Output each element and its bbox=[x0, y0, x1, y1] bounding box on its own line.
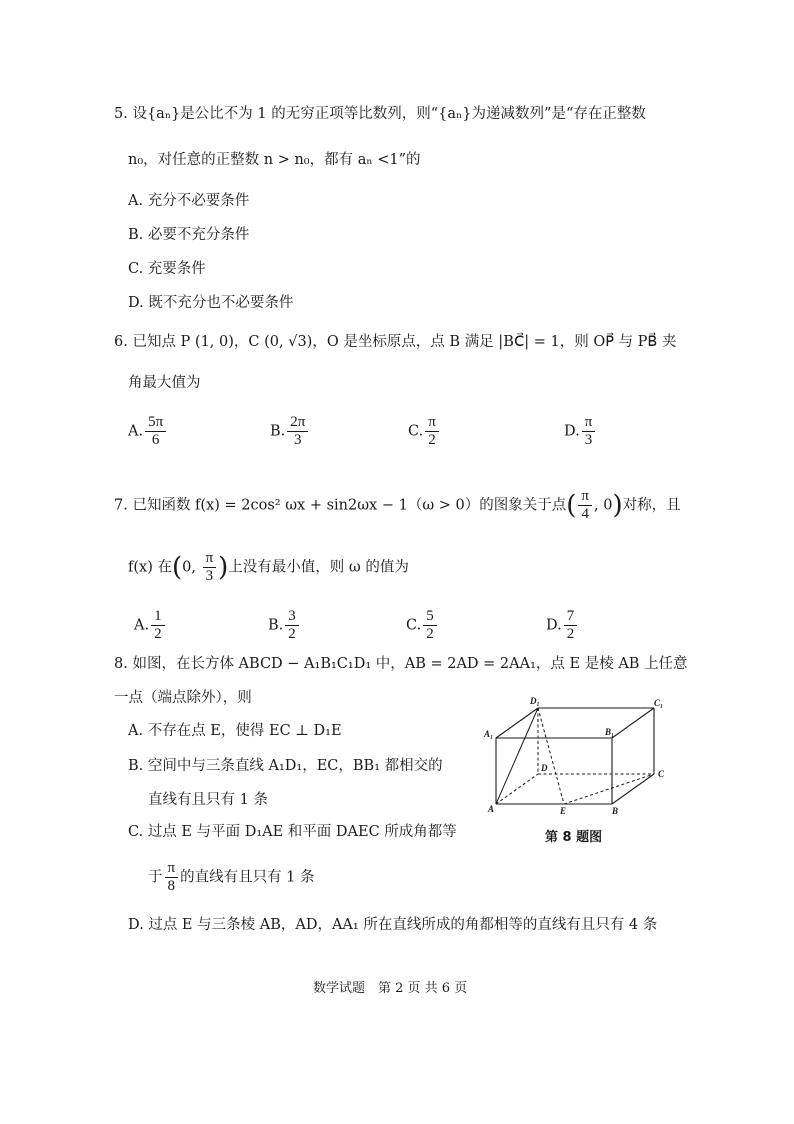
q6-option-c-fraction: $\frac{\pi}{2}$ bbox=[425, 414, 439, 449]
q6-option-b-fraction: $\frac{2\pi}{3}$ bbox=[287, 414, 308, 449]
label-d1: D₁ bbox=[530, 696, 540, 706]
q8-option-c-line-2: 于 $\frac{\pi}{8}$ 的直线有且只有 1 条 bbox=[148, 860, 315, 894]
q7-option-d: D. $\frac{7}{2}$ bbox=[546, 608, 579, 643]
q8-stem-line-1: 8. 如图，在长方体 ABCD − A₁B₁C₁D₁ 中，AB = 2AD = 2AA₁，点 E 是棱 AB 上任意 bbox=[114, 656, 688, 672]
q7-option-c: C. $\frac{5}{2}$ bbox=[406, 608, 439, 643]
segment-e-c bbox=[564, 774, 654, 804]
label-b1: B₁ bbox=[605, 727, 615, 737]
edge-b1-c1 bbox=[612, 708, 654, 738]
q7-fx: f(x) 在 bbox=[128, 559, 172, 576]
edge-b-c bbox=[612, 774, 654, 804]
label-c: C bbox=[658, 769, 665, 779]
q7-option-c-fraction: $\frac{5}{2}$ bbox=[423, 608, 437, 643]
q7-stem-line-1: 7. 已知函数 f(x) = 2cos² ωx + sin2ωx − 1（ω > 0）的图象关于点( $\frac{\pi}{4}$ , 0)对称，且 bbox=[114, 488, 681, 522]
q6-option-c bbox=[408, 414, 441, 449]
label-c1: C₁ bbox=[654, 698, 664, 708]
page-footer: 数学试题 第 2 页 共 6 页 bbox=[313, 981, 468, 996]
q7-option-b-fraction: $\frac{3}{2}$ bbox=[285, 608, 299, 643]
q6-option-d bbox=[564, 414, 597, 449]
q7-interval-fraction: $\frac{\pi}{3}$ bbox=[203, 550, 217, 585]
q7-option-b: B. $\frac{3}{2}$ bbox=[268, 608, 301, 643]
segment-d1-e bbox=[538, 708, 564, 804]
q7-option-a: A. $\frac{1}{2}$ bbox=[134, 608, 167, 643]
label-e: E bbox=[560, 806, 567, 816]
q7-option-a-fraction: $\frac{1}{2}$ bbox=[151, 608, 165, 643]
q7-point-fraction: $\frac{\pi}{4}$ bbox=[578, 488, 592, 523]
figure-caption: 第 8 题图 bbox=[545, 830, 603, 845]
cuboid-figure bbox=[478, 692, 678, 816]
q6-option-a bbox=[128, 414, 168, 449]
q6-option-c-letter: C. bbox=[408, 423, 424, 440]
q6-option-b bbox=[270, 414, 310, 449]
label-a1: A₁ bbox=[484, 729, 494, 739]
q6-stem-line-2: 角最大值为 bbox=[128, 375, 201, 391]
label-b: B bbox=[612, 806, 619, 816]
q6-option-a-fraction: $\frac{5\pi}{6}$ bbox=[145, 414, 166, 449]
q7-stem-text-2: 对称，且 bbox=[622, 497, 681, 514]
q5-stem-line-2: n₀，对任意的正整数 n > n₀，都有 aₙ <1”的 bbox=[128, 152, 421, 168]
q5-option-d: D. 既不充分也不必要条件 bbox=[128, 295, 294, 311]
q6-option-a-letter: A. bbox=[128, 423, 144, 440]
q8-option-c-line-1: C. 过点 E 与平面 D₁AE 和平面 DAEC 所成角都等 bbox=[128, 824, 457, 840]
q8-option-a: A. 不存在点 E，使得 EC ⊥ D₁E bbox=[128, 723, 342, 739]
q8-option-b-line-1: B. 空间中与三条直线 A₁D₁，EC，BB₁ 都相交的 bbox=[128, 758, 443, 774]
label-d: D bbox=[541, 763, 548, 773]
q7-stem-text-1: 7. 已知函数 f(x) = 2cos² ωx + sin2ωx − 1（ω > 0）的图象关于点 bbox=[114, 497, 567, 514]
q6-option-d-fraction: $\frac{\pi}{3}$ bbox=[582, 414, 596, 449]
q8-option-c-fraction: $\frac{\pi}{8}$ bbox=[165, 860, 179, 895]
q6-stem-line-1: 6. 已知点 P (1, 0)，C (0, √3)，O 是坐标原点，点 B 满足 |BC⃗| = 1，则 OP⃗ 与 PB⃗ 夹 bbox=[114, 334, 677, 350]
q7-option-d-fraction: $\frac{7}{2}$ bbox=[564, 608, 578, 643]
label-a: A bbox=[488, 804, 495, 814]
q7-stem-text-3: 上没有最小值，则 ω 的值为 bbox=[228, 559, 409, 576]
q8-option-b-line-2: 直线有且只有 1 条 bbox=[148, 792, 268, 808]
q6-option-d-letter: D. bbox=[564, 423, 580, 440]
q8-option-d: D. 过点 E 与三条棱 AB，AD，AA₁ 所在直线所成的角都相等的直线有且只有 4 条 bbox=[128, 917, 658, 933]
q5-option-c: C. 充要条件 bbox=[128, 261, 206, 277]
q5-option-b: B. 必要不充分条件 bbox=[128, 227, 250, 243]
q6-option-b-letter: B. bbox=[270, 423, 286, 440]
q7-stem-line-2: f(x) 在(0, $\frac{\pi}{3}$ )上没有最小值，则 ω 的值为 bbox=[128, 550, 409, 584]
q5-option-a: A. 充分不必要条件 bbox=[128, 193, 250, 209]
q5-stem-line-1: 5. 设{aₙ}是公比不为 1 的无穷正项等比数列，则“{aₙ}为递减数列”是“存在正整数 bbox=[114, 106, 646, 122]
q8-stem-line-2: 一点（端点除外），则 bbox=[114, 690, 252, 706]
